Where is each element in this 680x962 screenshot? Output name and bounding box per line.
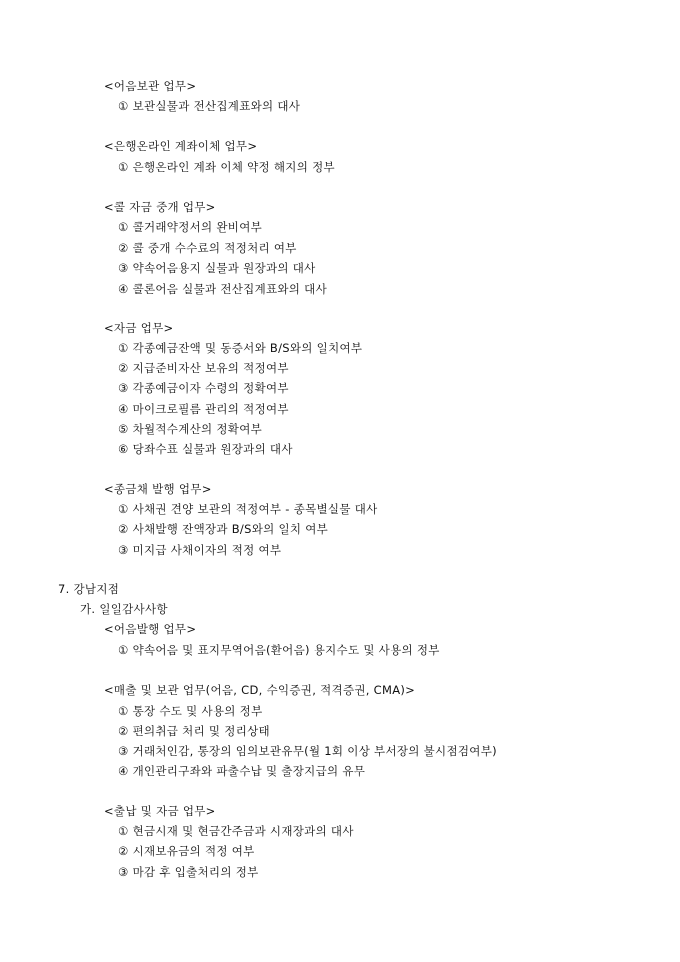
section-subtitle: 가. 일일감사사항	[80, 602, 168, 616]
list-item: ① 은행온라인 계좌 이체 약정 해지의 정부	[118, 160, 335, 174]
block-header: <자금 업무>	[104, 321, 174, 335]
list-item: ③ 미지급 사채이자의 적정 여부	[118, 543, 282, 557]
list-item: ⑥ 당좌수표 실물과 원장과의 대사	[118, 442, 293, 456]
list-item: ③ 마감 후 입출처리의 정부	[118, 865, 259, 879]
list-item: ① 보관실물과 전산집계표와의 대사	[118, 99, 301, 113]
list-item: ② 콜 중개 수수료의 적정처리 여부	[118, 241, 297, 255]
list-item: ② 지급준비자산 보유의 적정여부	[118, 361, 289, 375]
list-item: ③ 각종예금이자 수령의 정확여부	[118, 381, 289, 395]
list-item: ① 각종예금잔액 및 동증서와 B/S와의 일치여부	[118, 341, 363, 355]
list-item: ③ 거래처인감, 통장의 임의보관유무(월 1회 이상 부서장의 불시점검여부)	[118, 744, 497, 758]
list-item: ① 사채권 견양 보관의 적정여부 - 종목별실물 대사	[118, 502, 378, 516]
block-header: <콜 자금 중개 업무>	[104, 200, 216, 214]
list-item: ① 약속어음 및 표지무역어음(환어음) 용지수도 및 사용의 정부	[118, 643, 440, 657]
list-item: ④ 마이크로필름 관리의 적정여부	[118, 402, 289, 416]
list-item: ① 현금시재 및 현금간주금과 시재장과의 대사	[118, 824, 354, 838]
list-item: ④ 콜론어음 실물과 전산집계표와의 대사	[118, 282, 327, 296]
list-item: ④ 개인관리구좌와 파출수납 및 출장지급의 유무	[118, 764, 366, 778]
list-item: ⑤ 차월적수계산의 정확여부	[118, 422, 263, 436]
block-header: <어음보관 업무>	[104, 79, 197, 93]
block-header: <출납 및 자금 업무>	[104, 804, 216, 818]
list-item: ① 콜거래약정서의 완비여부	[118, 220, 263, 234]
list-item: ② 사채발행 잔액장과 B/S와의 일치 여부	[118, 522, 329, 536]
block-header: <종금채 발행 업무>	[104, 482, 212, 496]
list-item: ② 편의취급 처리 및 정리상태	[118, 724, 270, 738]
block-header: <어음발행 업무>	[104, 622, 197, 636]
list-item: ① 통장 수도 및 사용의 정부	[118, 704, 263, 718]
block-header: <매출 및 보관 업무(어음, CD, 수익증권, 적격증권, CMA)>	[104, 683, 416, 697]
list-item: ③ 약속어음용지 실물과 원장과의 대사	[118, 261, 316, 275]
block-header: <은행온라인 계좌이체 업무>	[104, 139, 258, 153]
list-item: ② 시재보유금의 적정 여부	[118, 844, 255, 858]
section-title: 7. 강남지점	[58, 582, 120, 596]
